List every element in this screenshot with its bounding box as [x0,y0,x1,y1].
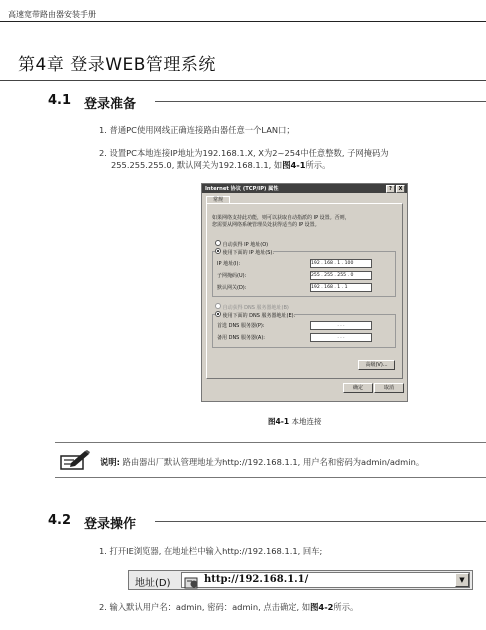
note-label: 说明: [100,457,120,467]
section-number: 4.1 [48,93,72,108]
address-input[interactable] [181,572,470,588]
radio-label: 自动获得 DNS 服务器地址(B) [222,305,289,311]
gateway-label: 默认网关(D): [217,285,247,291]
note-text [100,456,424,468]
figure-label: 本地连接 [289,417,322,426]
info-text: 如果网络支持此功能，则可以获取自动指派的 IP 设置。否则， [212,215,350,221]
step-text: 1. 打开IE浏览器, 在地址栏中输入http://192.168.1.1, 回车; [99,546,323,556]
mask-label: 子网掩码(U): [217,273,247,279]
info-text: 您需要从网络系统管理员处获得适当的 IP 设置。 [212,222,320,228]
radio-icon [215,248,221,254]
section-rule [155,521,486,522]
radio-auto-dns[interactable] [215,303,289,311]
preferred-dns-field[interactable]: . . . [310,321,372,330]
radio-auto-ip[interactable] [215,240,268,248]
radio-label: 使用下面的 DNS 服务器地址(E): [222,313,296,319]
note-rule-bottom [55,477,486,478]
cancel-button[interactable]: 取消 [374,383,404,393]
step-text [99,601,358,613]
ip-address-field[interactable]: 192 . 168 . 1 . 100 [310,259,372,268]
section-title: 登录准备 [84,97,137,112]
gateway-field[interactable]: 192 . 168 . 1 . 1 [310,283,372,292]
dialog-title-bar [202,184,407,193]
close-icon[interactable]: X [396,185,405,193]
radio-label: 使用下面的 IP 地址(S): [222,250,275,256]
step-text-part: 所示。 [333,602,359,612]
radio-icon [215,303,221,309]
address-label: 地址(D) [135,578,171,589]
tcpip-properties-dialog [201,183,408,402]
pencil-note-icon [58,449,92,471]
figure-number: 图4-1 [268,417,290,426]
figure-reference: 图4-2 [310,602,334,612]
ie-address-bar [128,570,473,590]
running-header: 高速宽带路由器安装手册 [8,10,96,19]
dropdown-icon[interactable]: ▼ [455,573,469,587]
radio-manual-dns[interactable] [215,311,295,319]
figure-caption [268,416,321,427]
ok-button[interactable]: 确定 [343,383,373,393]
subnet-mask-field[interactable]: 255 . 255 . 255 . 0 [310,271,372,280]
section-title: 登录操作 [84,517,137,532]
dns2-label: 备用 DNS 服务器(A): [217,335,265,341]
step-text [111,159,330,171]
advanced-button[interactable]: 高级(V)... [358,360,395,370]
step-text-part: 255.255.255.0, 默认网关为192.168.1.1, 如 [111,160,283,170]
dialog-title: Internet 协议 (TCP/IP) 属性 [205,186,279,192]
dns1-label: 首选 DNS 服务器(P): [217,323,265,329]
chapter-title: 第4章 登录WEB管理系统 [18,55,216,75]
radio-icon [215,240,221,246]
step-text: 1. 普通PC使用网线正确连接路由器任意一个LAN口； [99,125,295,135]
tab-general[interactable]: 常规 [206,196,230,204]
step-text: 2. 设置PC本地连接IP地址为192.168.1.X, X为2~254中任意整数, 子网掩码为 [99,148,389,158]
section-number: 4.2 [48,513,72,528]
radio-icon [215,311,221,317]
figure-reference: 图4-1 [282,160,306,170]
note-rule-top [55,442,486,443]
step-text-part: 所示。 [305,160,331,170]
radio-label: 自动获得 IP 地址(O) [222,242,269,248]
address-url: http://192.168.1.1/ [204,574,309,585]
dns-group [212,314,396,348]
section-rule [155,101,486,102]
ip-label: IP 地址(I): [217,261,241,267]
page-icon [184,574,200,586]
alternate-dns-field[interactable]: . . . [310,333,372,342]
chapter-rule [0,80,486,81]
help-icon[interactable]: ? [386,185,395,193]
dialog-panel [206,203,403,379]
radio-manual-ip[interactable] [215,248,274,256]
note-body: 路由器出厂默认管理地址为http://192.168.1.1, 用户名和密码为admin/admin。 [119,457,425,467]
header-rule [0,21,486,22]
step-text-part: 2. 输入默认用户名：admin, 密码：admin, 点击确定, 如 [99,602,311,612]
